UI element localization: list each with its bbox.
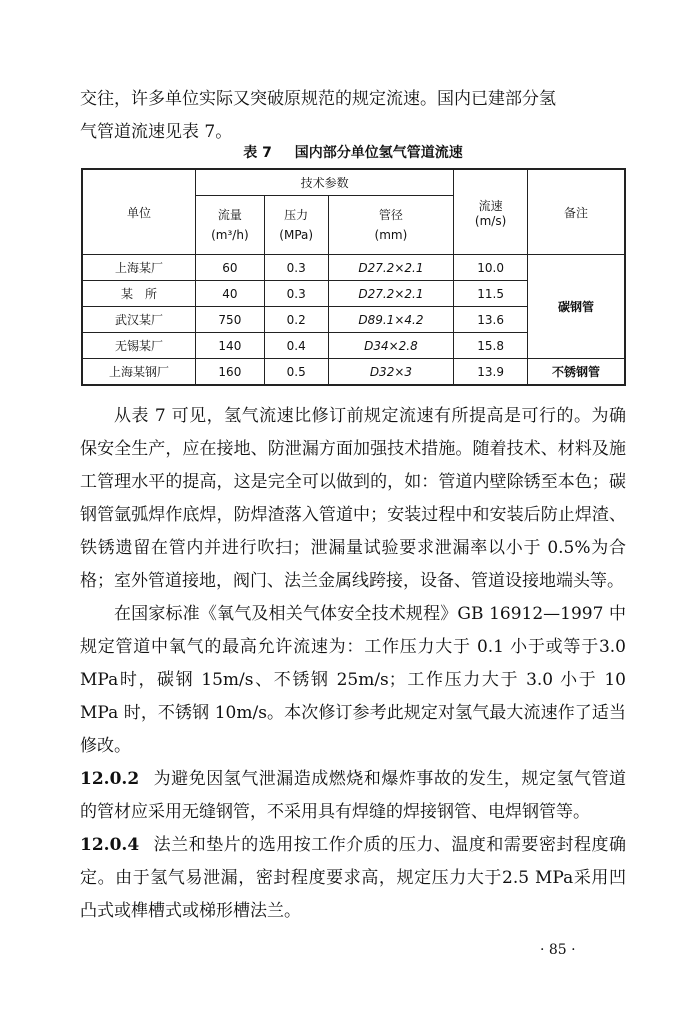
section-text: 为避免因氢气泄漏造成燃烧和爆炸事故的发生，规定氢气管道的管材应采用无缝钢管，不采用具有焊缝的焊接钢管、电焊钢管等。	[80, 769, 626, 822]
table-row	[82, 255, 625, 281]
table-caption-number: 表 7	[243, 145, 272, 161]
cell-velocity: 15.8	[454, 333, 528, 359]
cell-flow: 140	[195, 333, 264, 359]
intro-text	[80, 83, 626, 149]
header-unit: 单位	[82, 169, 195, 255]
cell-velocity: 13.6	[454, 307, 528, 333]
header-pressure	[264, 196, 328, 255]
cell-flow: 60	[195, 255, 264, 281]
header-flow-label: 流量	[217, 208, 242, 222]
header-diameter-label: 管径	[378, 208, 403, 222]
cell-velocity: 13.9	[454, 359, 528, 386]
section-number: 12.0.4	[80, 835, 140, 855]
cell-flow: 160	[195, 359, 264, 386]
cell-diameter: D27.2×2.1	[328, 281, 454, 307]
cell-diameter: D34×2.8	[328, 333, 454, 359]
header-diameter	[328, 196, 454, 255]
flow-velocity-table	[81, 168, 626, 386]
cell-diameter: D32×3	[328, 359, 454, 386]
cell-flow: 750	[195, 307, 264, 333]
section-text: 法兰和垫片的选用按工作介质的压力、温度和需要密封程度确定。由于氢气易泄漏，密封程度要求高，规定压力大于2.5 MPa采用凹凸式或榫槽式或梯形槽法兰。	[80, 835, 626, 921]
header-velocity	[454, 169, 528, 255]
header-pressure-unit: (MPa)	[279, 228, 314, 242]
cell-velocity: 11.5	[454, 281, 528, 307]
page-number: · 85 ·	[540, 942, 576, 958]
cell-pressure: 0.3	[264, 281, 328, 307]
intro-line-1: 交往，许多单位实际又突破原规范的规定流速。国内已建部分氢	[80, 89, 556, 109]
cell-unit: 某 所	[82, 281, 195, 307]
paragraph-velocity-conclusion: 从表 7 可见，氢气流速比修订前规定流速有所提高是可行的。为确保安全生产，应在接地、防泄漏方面加强技术措施。随着技术、材料及施工管理水平的提高，这是完全可以做到的，如：管道内壁除锈至本色；碳钢管氩弧焊作底焊，防焊渣落入管道中；安装过程中和安装后防止焊渣、铁锈遗留在管内并进行吹扫；泄漏量试验要求泄漏率以小于 0.5%为合格；室外管道接地，阀门、法兰金属线跨接，设备、管道设接地端头等。	[80, 406, 626, 591]
cell-flow: 40	[195, 281, 264, 307]
header-tech-params: 技术参数	[195, 169, 453, 196]
header-flow	[195, 196, 264, 255]
cell-pressure: 0.5	[264, 359, 328, 386]
cell-pressure: 0.4	[264, 333, 328, 359]
header-velocity-unit: (m/s)	[474, 213, 507, 228]
header-flow-unit: (m³/h)	[211, 228, 249, 242]
cell-remark-stainless-steel: 不锈钢管	[527, 359, 625, 386]
header-pressure-label: 压力	[284, 208, 309, 222]
header-remarks: 备注	[527, 169, 625, 255]
header-diameter-unit: (mm)	[374, 228, 408, 242]
cell-pressure: 0.3	[264, 255, 328, 281]
header-velocity-label: 流速	[478, 198, 503, 213]
table-header-row-1	[82, 169, 625, 196]
cell-unit: 无锡某厂	[82, 333, 195, 359]
cell-unit: 上海某钢厂	[82, 359, 195, 386]
cell-pressure: 0.2	[264, 307, 328, 333]
intro-line-2: 气管道流速见表 7。	[80, 122, 233, 142]
cell-remark-carbon-steel: 碳钢管	[527, 255, 625, 359]
section-12-0-4	[80, 829, 626, 928]
cell-diameter: D27.2×2.1	[328, 255, 454, 281]
table-caption-title: 国内部分单位氢气管道流速	[294, 145, 463, 161]
table-caption	[80, 142, 626, 162]
paragraph-oxygen-standard: 在国家标准《氧气及相关气体安全技术规程》GB 16912—1997 中规定管道中氧气的最高允许流速为：工作压力大于 0.1 小于或等于3.0 MPa时，碳钢 15m/s、不锈钢 25m/s；工作压力大于 3.0 小于 10 MPa 时，不锈钢 10m/s。本次修订参考此规定对氢气最大流速作了适当修改。	[80, 604, 626, 756]
cell-diameter: D89.1×4.2	[328, 307, 454, 333]
section-12-0-2	[80, 763, 626, 829]
cell-unit: 上海某厂	[82, 255, 195, 281]
cell-unit: 武汉某厂	[82, 307, 195, 333]
table-row	[82, 359, 625, 386]
body-text	[80, 400, 626, 928]
section-number: 12.0.2	[80, 769, 140, 789]
cell-velocity: 10.0	[454, 255, 528, 281]
